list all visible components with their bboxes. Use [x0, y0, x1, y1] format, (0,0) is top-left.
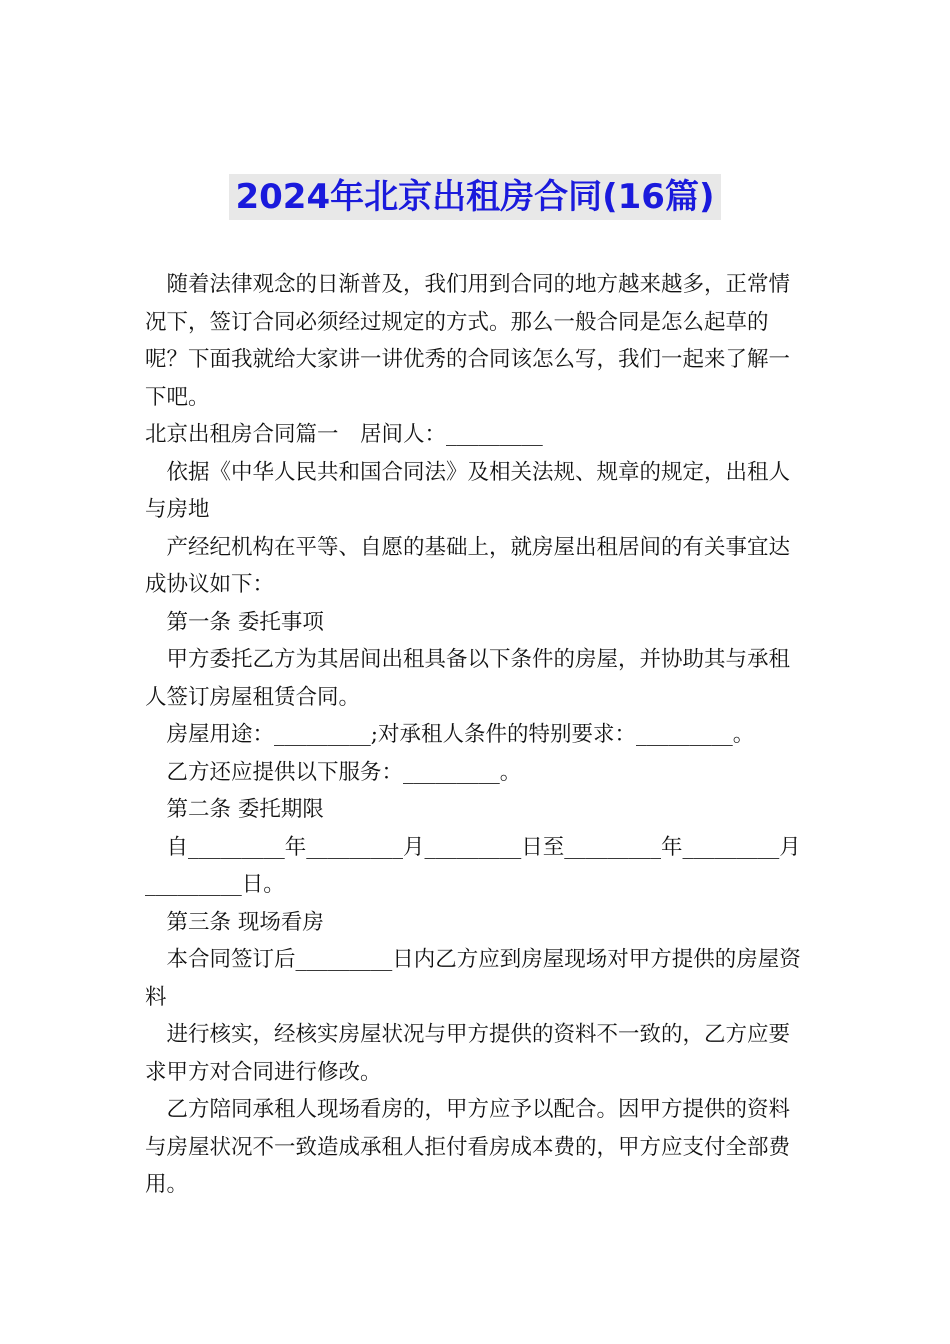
paragraph: 本合同签订后_________日内乙方应到房屋现场对甲方提供的房屋资料 [145, 947, 801, 1010]
paragraph: 自_________年_________月_________日至_________年_________月_________日。 [145, 834, 801, 897]
title-container [0, 174, 950, 220]
paragraph: 甲方委托乙方为其居间出租具备以下条件的房屋，并协助其与承租人签订房屋租赁合同。 [145, 647, 791, 710]
article-heading: 第一条 委托事项 [166, 609, 324, 635]
paragraph: 产经纪机构在平等、自愿的基础上，就房屋出租居间的有关事宜达成协议如下： [145, 534, 791, 597]
paragraph: 房屋用途：_________;对承租人条件的特别要求：_________。 [166, 722, 755, 747]
paragraph-intro: 随着法律观念的日渐普及，我们用到合同的地方越来越多，正常情况下，签订合同必须经过规定的方式。那么一般合同是怎么起草的呢？下面我就给大家讲一讲优秀的合同该怎么写，我们一起来了解一下吧。 [145, 272, 791, 410]
paragraph: 乙方陪同承租人现场看房的，甲方应予以配合。因甲方提供的资料与房屋状况不一致造成承租人拒付看房成本费的，甲方应支付全部费用。 [145, 1097, 791, 1197]
paragraph: 进行核实，经核实房屋状况与甲方提供的资料不一致的，乙方应要求甲方对合同进行修改。 [145, 1022, 791, 1085]
article-heading: 第二条 委托期限 [166, 797, 324, 822]
paragraph: 依据《中华人民共和国合同法》及相关法规、规章的规定，出租人与房地 [145, 459, 791, 522]
document-title: 2024年北京出租房合同(16篇) [229, 174, 720, 220]
paragraph-section-heading: 北京出租房合同篇一 居间人：_________ [145, 422, 543, 447]
paragraph: 乙方还应提供以下服务：_________。 [166, 759, 522, 785]
document-body [145, 266, 805, 1204]
article-heading: 第三条 现场看房 [166, 909, 324, 935]
